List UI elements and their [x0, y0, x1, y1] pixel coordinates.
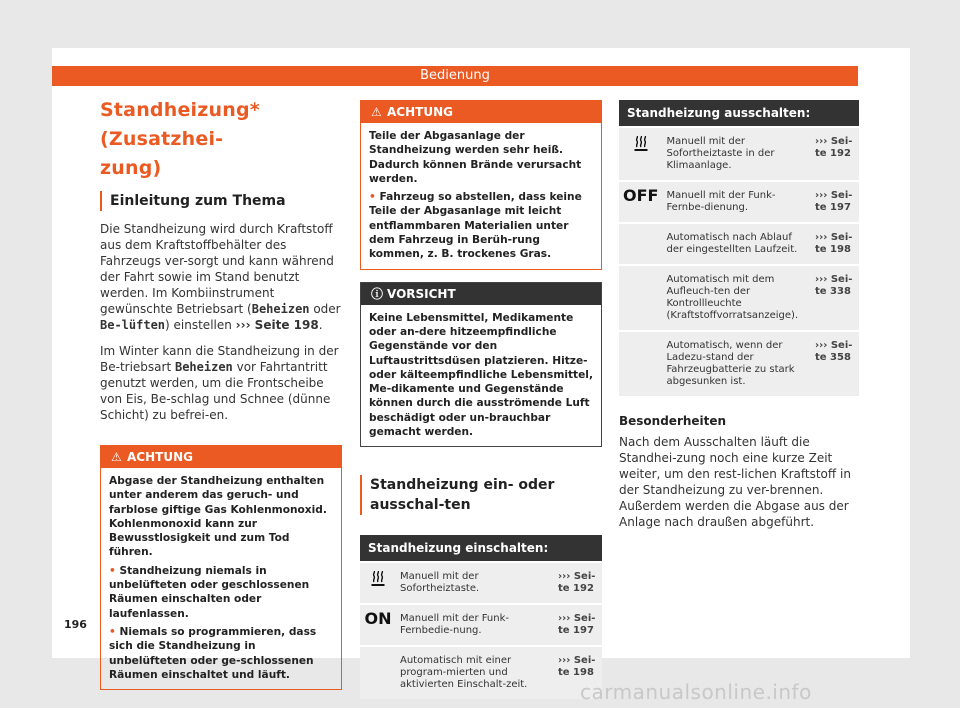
heater-icon — [360, 562, 396, 604]
warning-item — [109, 564, 333, 621]
caution-body: Keine Lebensmittel, Medikamente oder an-dere hitzeempfindliche Gegenstände vor den Luftaustrittsdüsen platzieren. Hitze-oder kälteempfindliche Lebensmittel, Me-dikamente und Gegenstände können durch die ausströmende Luft beschädigt oder un-brauchbar gemacht werden. — [369, 311, 593, 439]
warning-intro: Abgase der Standheizung enthalten unter anderem das geruch- und farblose giftige Gas Kohlenmonoxid. Kohlenmonoxid kann zur Bewusstlosigkeit und zum Tod führen. — [109, 475, 327, 559]
heater-icon — [619, 127, 662, 181]
row-text: Automatisch, wenn der Ladezu-stand der Fahrzeugbatterie zu stark abgesunken ist. — [662, 331, 811, 396]
table-row — [360, 604, 602, 646]
row-page-ref[interactable]: ››› Sei-te 358 — [811, 331, 859, 396]
row-text: Manuell mit der Funk-Fernbe-dienung. — [662, 181, 811, 223]
para1-text-a: Die Standheizung wird durch Kraftstoff aus dem Kraftstoffbehälter des Fahrzeugs ver-sorgt und kann während der Fahrt sowie im Stand benutzt werden. Im Kombiinstrument gewünschte Betriebsart ( — [100, 222, 334, 316]
warning-header — [101, 446, 341, 468]
chapter-title-line1: Standheizung* (Zusatzhei- — [100, 99, 260, 150]
watermark: carmanualsonline.info — [580, 680, 812, 704]
row-page-ref[interactable]: ››› Sei-te 192 — [554, 562, 602, 604]
section-title: Standheizung ein- oder ausschal-ten — [360, 475, 602, 515]
caution-header — [361, 283, 601, 305]
special-notes-text: Nach dem Ausschalten läuft die Standhei-zung noch eine kurze Zeit weiter, um den rest-lichen Kraftstoff in der Standheizung zu ver-brennen. Außerdem werden die Abgase aus der Anlage nach draußen abgeführt. — [619, 435, 851, 529]
caution-box — [360, 282, 602, 448]
row-text: Automatisch mit einer program-mierten und aktivierten Einschalt-zeit. — [396, 646, 554, 699]
empty-icon-cell — [619, 331, 662, 396]
caution-label: VORSICHT — [387, 286, 456, 301]
warning-item-text: Standheizung niemals in unbelüfteten oder geschlossenen Räumen einschalten oder laufenlassen. — [109, 564, 310, 620]
mode-belueften: Be-lüften — [100, 318, 166, 332]
table-header: Standheizung ausschalten: — [619, 100, 859, 127]
on-icon: ON — [360, 604, 396, 646]
intro-subheading: Einleitung zum Thema — [100, 191, 342, 211]
warning-label: ACHTUNG — [387, 105, 453, 119]
warning-body — [101, 468, 341, 689]
row-page-ref[interactable]: ››› Sei-te 197 — [554, 604, 602, 646]
row-page-ref[interactable]: ››› Sei-te 197 — [811, 181, 859, 223]
table-row — [619, 181, 859, 223]
section-header: Bedienung — [52, 66, 858, 86]
empty-icon-cell — [619, 223, 662, 265]
mode-beheizen-2: Beheizen — [174, 360, 233, 374]
warning-item-text: Fahrzeug so abstellen, dass keine Teile der Abgasanlage mit leicht entflammbaren Materialien unter dem Fahrzeug in Berüh-rung kommen, z. B. trockenes Gras. — [369, 191, 582, 261]
row-text: Manuell mit der Funk-Fernbedie-nung. — [396, 604, 554, 646]
mode-beheizen: Beheizen — [251, 302, 310, 316]
off-icon: OFF — [619, 181, 662, 223]
warning-triangle-icon: ⚠ — [111, 450, 122, 464]
warning-item-text: Niemals so programmieren, dass sich die Standheizung in unbelüfteten oder ge-schlossenen Räumen einschaltet und läuft. — [109, 625, 317, 681]
warning-intro: Teile der Abgasanlage der Standheizung werden sehr heiß. Dadurch können Brände verursacht werden. — [369, 130, 582, 185]
empty-icon-cell — [360, 646, 396, 699]
warning-box-hot-parts — [360, 100, 602, 270]
warning-body — [361, 123, 601, 269]
right-column — [619, 100, 859, 530]
middle-column — [360, 100, 602, 699]
info-circle-icon: ⓘ — [371, 286, 384, 301]
empty-icon-cell — [619, 265, 662, 331]
warning-item — [369, 190, 593, 261]
table-row — [619, 331, 859, 396]
bullet-icon: • — [369, 191, 380, 204]
table-row — [619, 265, 859, 331]
warning-item — [109, 625, 333, 682]
special-notes-heading: Besonderheiten — [619, 414, 727, 428]
bullet-icon: • — [109, 564, 120, 577]
table-row — [619, 127, 859, 181]
table-row — [360, 646, 602, 699]
row-page-ref[interactable]: ››› Sei-te 198 — [811, 223, 859, 265]
table-row — [360, 562, 602, 604]
para2-text-b: vor Fahrtantritt genutzt werden, um die Frontscheibe von Eis, Be-schlag und Schnee (dünne Schicht) zu befrei-en. — [100, 360, 331, 422]
row-text: Manuell mit der Sofortheiztaste. — [396, 562, 554, 604]
para1-text-b: ) einstellen — [165, 318, 236, 332]
table-row — [619, 223, 859, 265]
row-page-ref[interactable]: ››› Sei-te 198 — [554, 646, 602, 699]
warning-triangle-icon: ⚠ — [371, 105, 382, 119]
para1-or: oder — [309, 302, 341, 316]
warning-box-exhaust-gas — [100, 445, 342, 690]
row-text: Automatisch nach Ablauf der eingestellten Laufzeit. — [662, 223, 811, 265]
intro-paragraph-1 — [100, 221, 342, 333]
manual-page — [52, 48, 910, 691]
para2-text-a: Im Winter kann die Standheizung in der Be-triebsart — [100, 344, 339, 374]
switch-on-table — [360, 535, 602, 699]
bullet-icon: • — [109, 625, 120, 638]
warning-label: ACHTUNG — [127, 450, 193, 464]
switch-off-table — [619, 100, 859, 396]
row-page-ref[interactable]: ››› Sei-te 338 — [811, 265, 859, 331]
warning-header — [361, 101, 601, 123]
table-header: Standheizung einschalten: — [360, 535, 602, 562]
row-text: Manuell mit der Sofortheiztaste in der Klimaanlage. — [662, 127, 811, 181]
page-number: 196 — [64, 618, 87, 631]
left-column — [100, 96, 342, 690]
intro-paragraph-2 — [100, 343, 342, 423]
chapter-title-line2: zung) — [100, 157, 162, 179]
row-page-ref[interactable]: ››› Sei-te 192 — [811, 127, 859, 181]
chapter-title — [100, 96, 342, 183]
page-reference-link[interactable]: ››› Seite 198 — [235, 318, 319, 332]
para1-end: . — [318, 318, 323, 332]
row-text: Automatisch mit dem Aufleuch-ten der Kontrollleuchte (Kraftstoffvorratsanzeige). — [662, 265, 811, 331]
